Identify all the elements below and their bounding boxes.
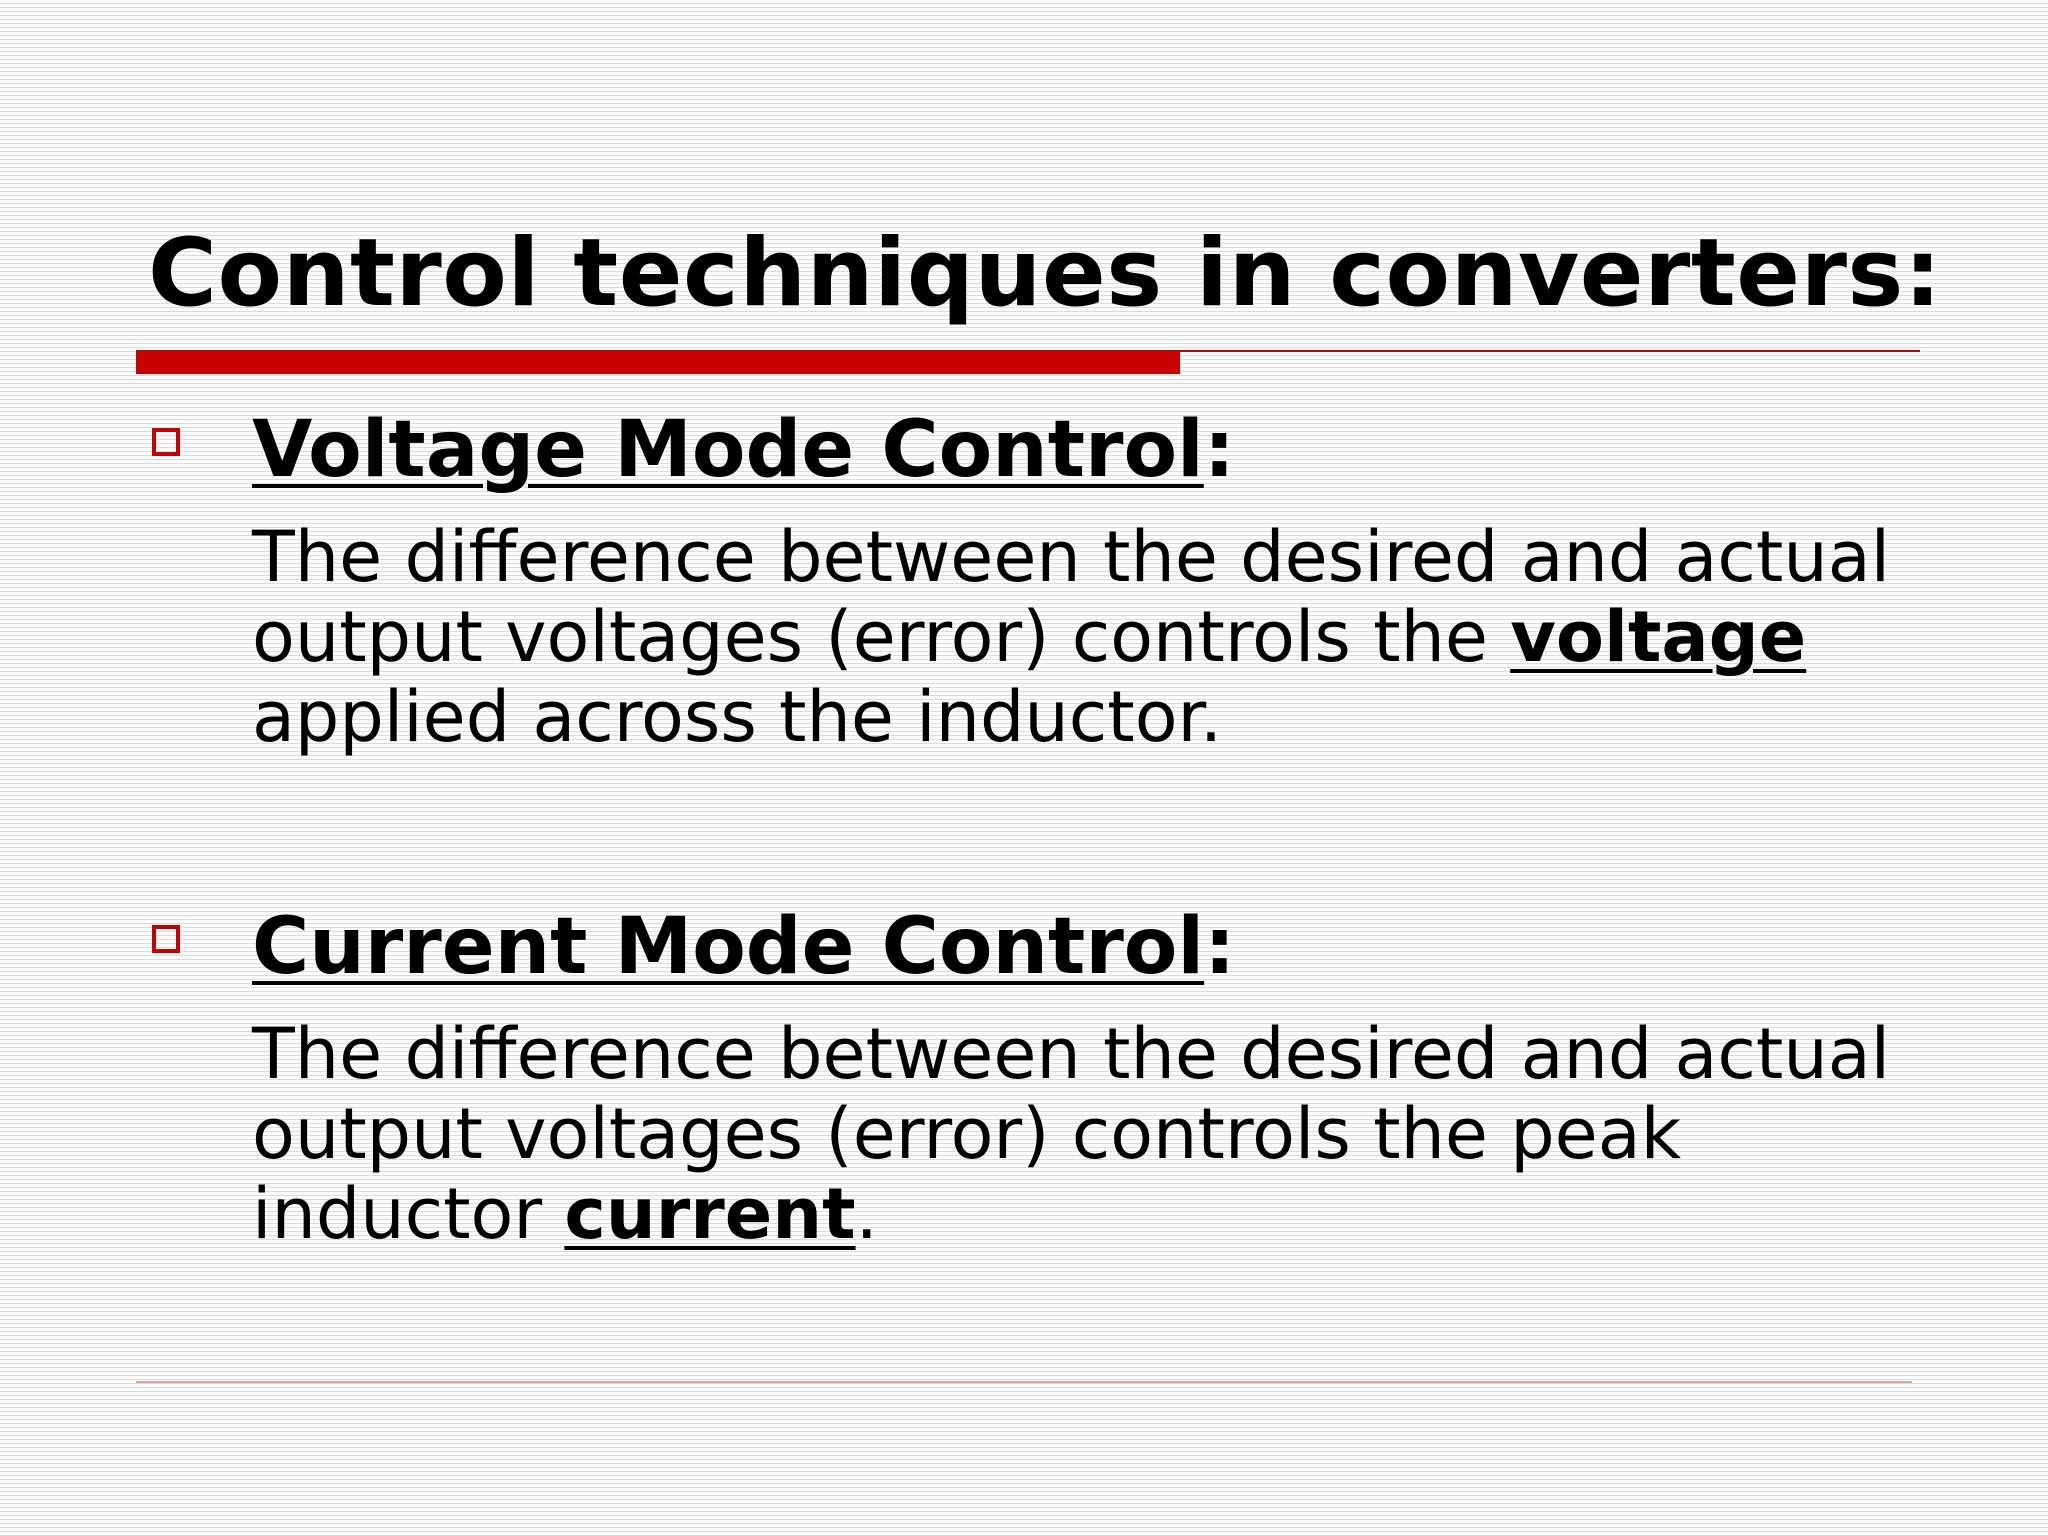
body-line	[252, 597, 1902, 677]
body-text: inductor	[252, 1173, 565, 1255]
emphasis-current: current	[564, 1173, 856, 1255]
emphasis-voltage: voltage	[1510, 596, 1807, 678]
bullet-current-mode	[152, 902, 1902, 1254]
bullet-heading	[252, 405, 1902, 495]
bullet-heading-text: Current Mode Control	[252, 902, 1205, 992]
bullet-heading-colon: :	[1204, 902, 1236, 992]
bullet-heading	[252, 902, 1902, 992]
slide-title: Control techniques in converters:	[148, 219, 1942, 328]
square-bullet-icon	[152, 925, 180, 953]
body-line: The difference between the desired and actual	[252, 1013, 1891, 1095]
body-line: applied across the inductor.	[252, 676, 1223, 758]
bullet-body	[252, 517, 1902, 757]
body-text: output voltages (error) controls the	[252, 596, 1511, 678]
bullet-voltage-mode	[152, 405, 1902, 757]
body-line: The difference between the desired and actual	[252, 516, 1891, 598]
title-rule	[1180, 350, 1920, 352]
body-text: .	[855, 1173, 878, 1255]
bullet-heading-colon: :	[1203, 405, 1235, 495]
footer-rule	[136, 1381, 1912, 1383]
square-bullet-icon	[152, 428, 180, 456]
body-line: output voltages (error) controls the peak	[252, 1093, 1682, 1175]
body-line	[252, 1174, 1902, 1254]
bullet-heading-text: Voltage Mode Control	[252, 405, 1204, 495]
title-accent-bar	[136, 350, 1180, 374]
bullet-body	[252, 1014, 1902, 1254]
